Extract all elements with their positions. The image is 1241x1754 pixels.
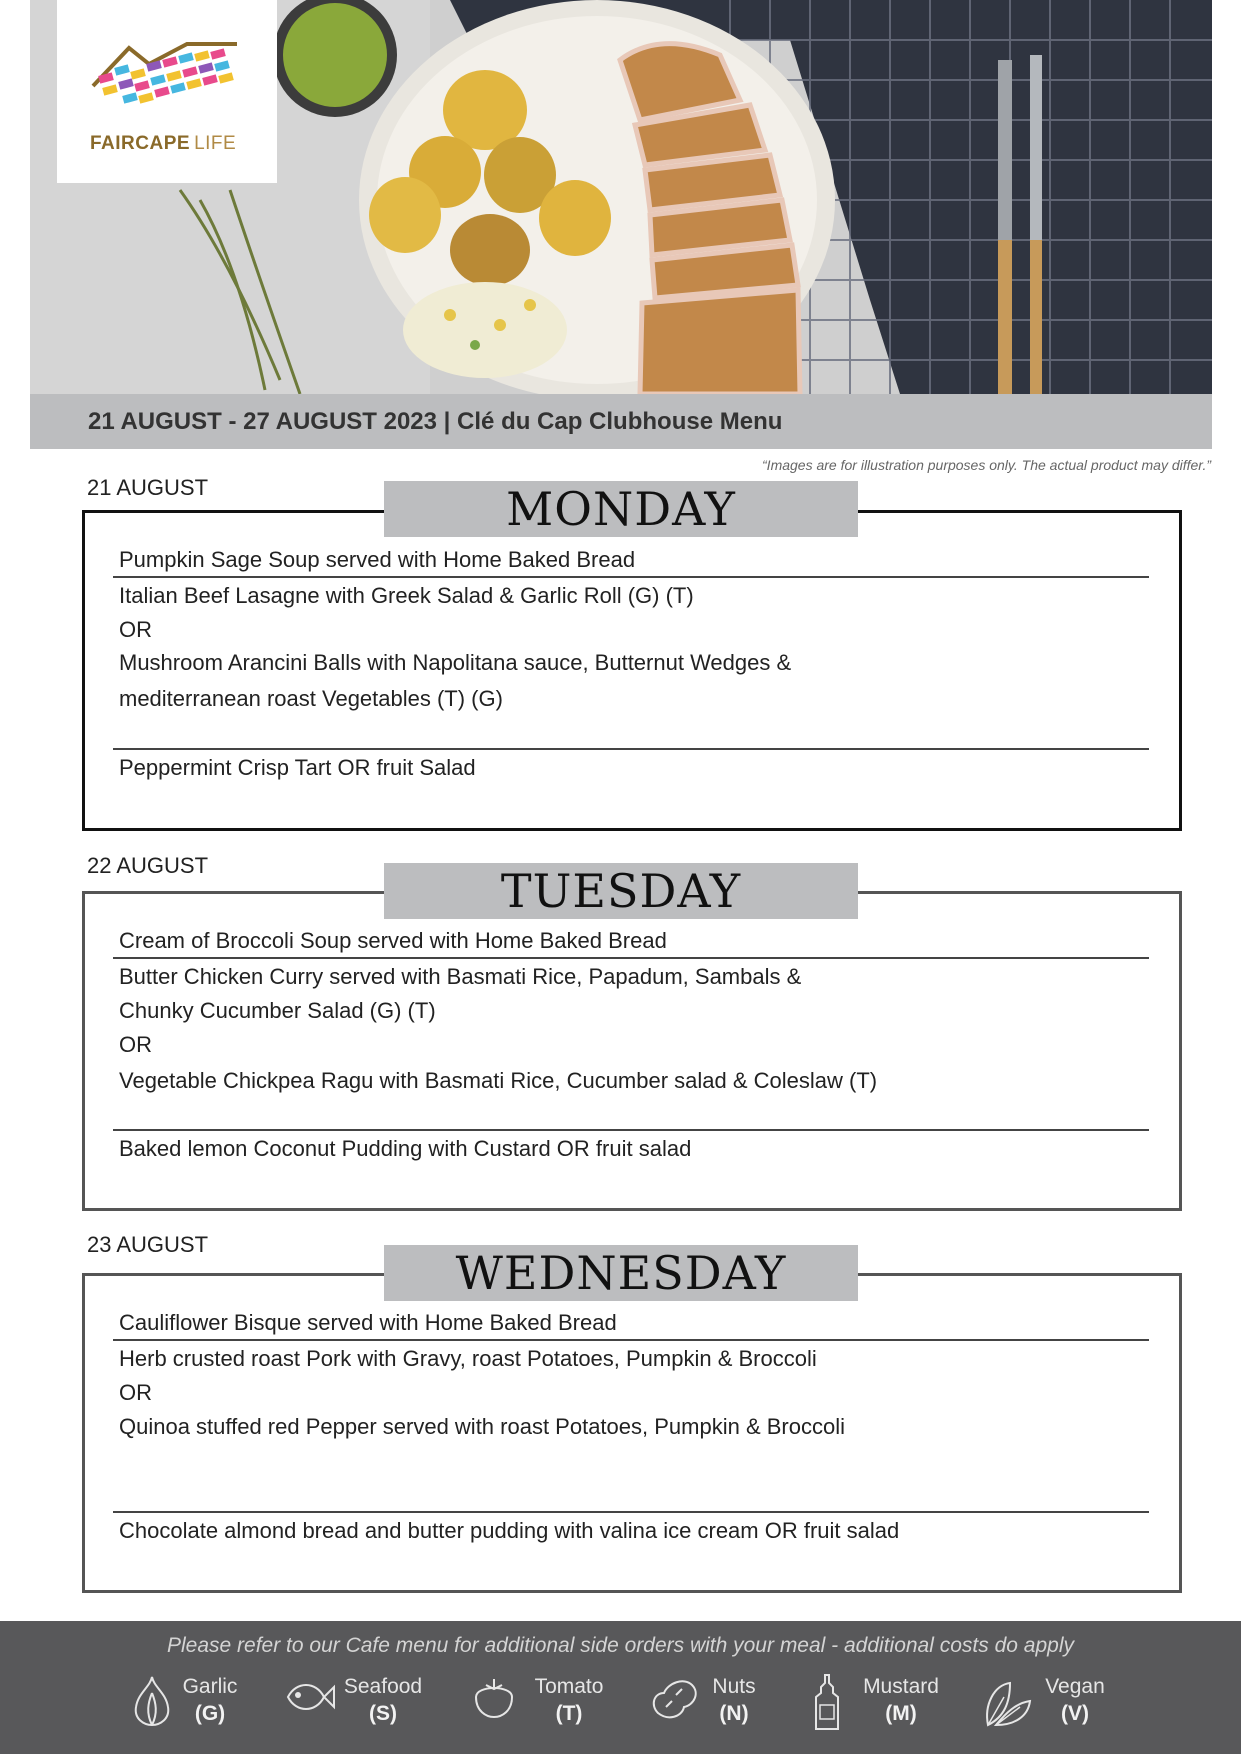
divider [113, 576, 1149, 578]
day-date: 21 AUGUST [87, 475, 209, 500]
side-orders-note: Please refer to our Cafe menu for additional side orders with your meal - additional costs do apply [167, 1634, 1074, 1657]
mustard-bottle-icon [812, 1673, 842, 1733]
dessert-item: Baked lemon Coconut Pudding with Custard OR fruit salad [119, 1136, 692, 1161]
garlic-icon [130, 1673, 174, 1729]
legend-label: Garlic [182, 1675, 238, 1698]
main-item: Chunky Cucumber Salad (G) (T) [119, 998, 436, 1023]
legend-label: Seafood [343, 1675, 423, 1698]
starter-item: Cauliflower Bisque served with Home Baked Bread [119, 1310, 617, 1335]
faircape-logo [57, 0, 277, 183]
main-item: Vegetable Chickpea Ragu with Basmati Rice, Cucumber salad & Coleslaw (T) [119, 1068, 878, 1093]
day-name: WEDNESDAY [384, 1245, 858, 1301]
day-name: MONDAY [384, 481, 858, 537]
tomato-icon [468, 1673, 520, 1721]
menu-title: 21 AUGUST - 27 AUGUST 2023 | Clé du Cap Clubhouse Menu [88, 408, 783, 435]
divider [113, 957, 1149, 959]
legend-seafood [284, 1673, 434, 1733]
legend-code: (M) [885, 1702, 917, 1725]
divider [113, 1511, 1149, 1513]
legend-code: (V) [1061, 1702, 1089, 1725]
legend-label: Nuts [712, 1675, 756, 1698]
main-item: Herb crusted roast Pork with Gravy, roast Potatoes, Pumpkin & Broccoli [119, 1346, 817, 1371]
day-date: 23 AUGUST [87, 1232, 209, 1257]
main-item: Italian Beef Lasagne with Greek Salad & Garlic Roll (G) (T) [119, 583, 694, 608]
main-item: mediterranean roast Vegetables (T) (G) [119, 686, 503, 711]
day-date: 22 AUGUST [87, 853, 209, 878]
legend-tomato [468, 1673, 618, 1733]
allergen-footer [0, 1621, 1241, 1754]
mountain-mosaic-icon [87, 36, 247, 116]
legend-code: (S) [369, 1702, 397, 1725]
legend-code: (G) [194, 1702, 226, 1725]
legend-label: Tomato [534, 1675, 604, 1698]
legend-nuts [648, 1673, 768, 1733]
menu-title-bar [30, 394, 1212, 449]
main-item: Butter Chicken Curry served with Basmati Rice, Papadum, Sambals & [119, 964, 802, 989]
peanut-icon [648, 1673, 702, 1725]
image-disclaimer: “Images are for illustration purposes only. The actual product may differ.” [762, 457, 1211, 473]
main-item: Quinoa stuffed red Pepper served with roast Potatoes, Pumpkin & Broccoli [119, 1414, 845, 1439]
day-name: TUESDAY [384, 863, 858, 919]
dessert-item: Peppermint Crisp Tart OR fruit Salad [119, 755, 476, 780]
main-item: OR [119, 1380, 152, 1405]
legend-mustard [812, 1673, 962, 1733]
leaf-icon [980, 1673, 1034, 1729]
main-item: OR [119, 617, 152, 642]
legend-label: Mustard [863, 1675, 939, 1698]
legend-vegan [980, 1673, 1120, 1733]
brand-name: FAIRCAPE LIFE [90, 133, 237, 154]
divider [113, 748, 1149, 750]
dessert-item: Chocolate almond bread and butter pudding with valina ice cream OR fruit salad [119, 1518, 900, 1543]
starter-item: Pumpkin Sage Soup served with Home Baked Bread [119, 547, 636, 572]
starter-item: Cream of Broccoli Soup served with Home Baked Bread [119, 928, 667, 953]
legend-garlic [130, 1673, 250, 1733]
legend-code: (T) [555, 1702, 583, 1725]
legend-label: Vegan [1045, 1675, 1105, 1698]
main-item: OR [119, 1032, 152, 1057]
divider [113, 1129, 1149, 1131]
legend-code: (N) [719, 1702, 749, 1725]
main-item: Mushroom Arancini Balls with Napolitana sauce, Butternut Wedges & [119, 650, 792, 675]
divider [113, 1339, 1149, 1341]
fish-icon [284, 1673, 336, 1721]
